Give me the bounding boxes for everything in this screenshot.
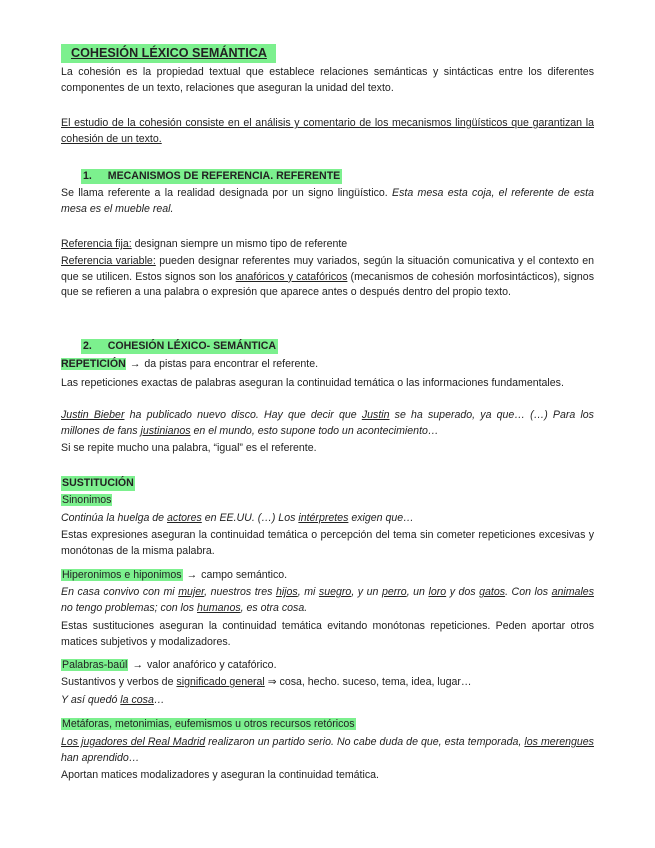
example-text: , mi	[297, 586, 319, 598]
example-term: los merengues	[524, 736, 594, 748]
definition-example: Esta mesa esta coja, el referente de esta mesa es el mueble real.	[61, 187, 594, 215]
example-text: . Con los	[505, 586, 552, 598]
example-text: , y un	[351, 586, 382, 598]
repeticion-label: REPETICIÓN	[61, 358, 126, 370]
example-text: han aprendido…	[61, 751, 140, 764]
section-2-title: COHESIÓN LÉXICO- SEMÁNTICA	[107, 340, 277, 352]
study-note-text: El estudio de la cohesión consiste en el análisis y comentario de los mecanismos lingüísticos que garantizan la cohesión de un texto.	[61, 117, 594, 145]
example-text: exigen que…	[348, 512, 414, 524]
example-text: y dos	[446, 586, 480, 598]
sustitucion-label: SUSTITUCIÓN	[62, 477, 134, 489]
example-term: la cosa	[120, 694, 154, 706]
example-term: perro	[381, 586, 407, 598]
palabras-baul-text	[61, 675, 594, 691]
hiperonimos-label: Hiperonimos e hiponimos	[62, 569, 182, 581]
arrow-icon: →	[129, 358, 141, 370]
palabras-baul-line	[61, 658, 594, 674]
arrow-icon: →	[132, 659, 143, 671]
example-term: Justin Bieber	[61, 409, 125, 421]
example-text: Y así quedó	[61, 694, 121, 706]
study-note	[61, 116, 594, 147]
example-term: intérpretes	[298, 512, 349, 524]
example-text: , un	[406, 586, 429, 598]
repeticion-line	[61, 357, 594, 373]
palabras-baul-text-2: ⇒ cosa, hecho. suceso, tema, idea, lugar…	[264, 676, 472, 688]
example-text: en EE.UU. (…) Los	[201, 512, 299, 524]
palabras-baul-example	[61, 693, 594, 709]
example-text: En casa convivo con mi	[61, 586, 179, 598]
example-term: actores	[167, 512, 202, 524]
referencia-fija	[61, 237, 594, 253]
example-term: gatos	[479, 586, 506, 598]
example-term: justinianos	[140, 424, 191, 437]
repeticion-rule: Si se repite mucho una palabra, “igual” es el referente.	[61, 442, 317, 454]
metaforas-example	[61, 735, 594, 766]
arrow-icon: →	[186, 569, 198, 581]
section-2-number: 2.	[83, 340, 92, 352]
sinonimos-label: Sinonimos	[62, 494, 112, 506]
example-text: se ha superado, ya que… (…) Para los millones de fans	[61, 409, 594, 437]
palabras-baul-note: valor anafórico y catafórico.	[146, 659, 277, 671]
intro-paragraph: La cohesión es la propiedad textual que establece relaciones semánticas y sintácticas entre los diferentes componentes de un texto, relaciones que aseguran la unidad del texto.	[61, 66, 594, 94]
referencia-variable-text-2: (mecanismos de cohesión morfosintácticos), signos que se refieren a una palabra o expresión que aparece antes o después dentro del propio texto.	[61, 270, 594, 299]
referencia-variable	[61, 254, 594, 301]
referencia-fija-label: Referencia fija:	[61, 238, 132, 250]
referencia-variable-label: Referencia variable:	[61, 255, 156, 267]
example-text: no tengo problemas; con los	[61, 601, 198, 614]
sinonimos-text: Estas expresiones aseguran la continuidad temática o percepción del tema sin cometer repeticiones excesivas y monótonas de la misma palabra.	[61, 529, 594, 557]
hiperonimos-line	[61, 568, 594, 584]
sinonimos-label-line	[61, 493, 594, 509]
metaforas-label: Metáforas, metonimias, eufemismos u otros recursos retóricos	[62, 718, 355, 730]
example-text: en el mundo, esto supone todo un acontecimiento…	[190, 424, 439, 437]
page-title-text: COHESIÓN LÉXICO SEMÁNTICA	[71, 46, 267, 60]
hiperonimos-note: campo semántico.	[201, 569, 288, 581]
example-text: Continúa la huelga de	[61, 512, 168, 524]
sustitucion-heading	[61, 476, 135, 491]
example-term: mujer	[178, 586, 205, 598]
section-1-heading	[81, 169, 342, 184]
referente-definition	[61, 186, 594, 217]
referencia-variable-text: pueden designar referentes muy variados, según la situación comunicativa y el contexto en que se utilicen. Estos signos son los	[61, 255, 594, 283]
significado-general-term: significado general	[176, 676, 265, 688]
hiperonimos-example	[61, 585, 594, 616]
example-term: suegro	[318, 586, 352, 598]
palabras-baul-text-1: Sustantivos y verbos de	[61, 676, 177, 688]
metaforas-text: Aportan matices modalizadores y aseguran la continuidad temática.	[61, 769, 379, 781]
example-term: hijos	[275, 586, 298, 598]
section-2-heading	[81, 339, 278, 354]
metaforas-line	[61, 717, 594, 733]
sinonimos-example	[61, 511, 594, 527]
anaforicos-term: anafóricos y catafóricos	[235, 270, 348, 283]
repeticion-example	[61, 408, 594, 439]
repeticion-note: da pistas para encontrar el referente.	[144, 358, 319, 370]
example-text: realizaron un partido serio. No cabe duda de que, esta temporada,	[205, 736, 525, 748]
example-text: , es otra cosa.	[240, 601, 308, 614]
section-1-number: 1.	[83, 170, 92, 182]
example-text: …	[153, 694, 165, 706]
example-text: ha publicado nuevo disco. Hay que decir que	[124, 409, 362, 421]
example-term: Justin	[361, 409, 390, 421]
example-term: animales	[551, 586, 594, 598]
hiperonimos-text: Estas sustituciones aseguran la continuidad temática evitando monótonas repeticiones. Peden aportar otros matices subjetivos y modalizadores.	[61, 620, 594, 648]
definition-text: Se llama referente a la realidad designada por un signo lingüístico.	[61, 187, 393, 199]
referencia-fija-text: designan siempre un mismo tipo de referente	[131, 238, 348, 250]
example-term: humanos	[197, 601, 241, 614]
repeticion-text: Las repeticiones exactas de palabras aseguran la continuidad temática o las informaciones fundamentales.	[61, 377, 564, 389]
section-1-title: MECANISMOS DE REFERENCIA. REFERENTE	[107, 170, 341, 182]
palabras-baul-label: Palabras-baúl	[62, 659, 128, 671]
example-term: loro	[428, 586, 447, 598]
page-title	[61, 44, 276, 63]
example-term: Los jugadores del Real Madrid	[61, 736, 206, 748]
example-text: , nuestros tres	[204, 586, 276, 598]
